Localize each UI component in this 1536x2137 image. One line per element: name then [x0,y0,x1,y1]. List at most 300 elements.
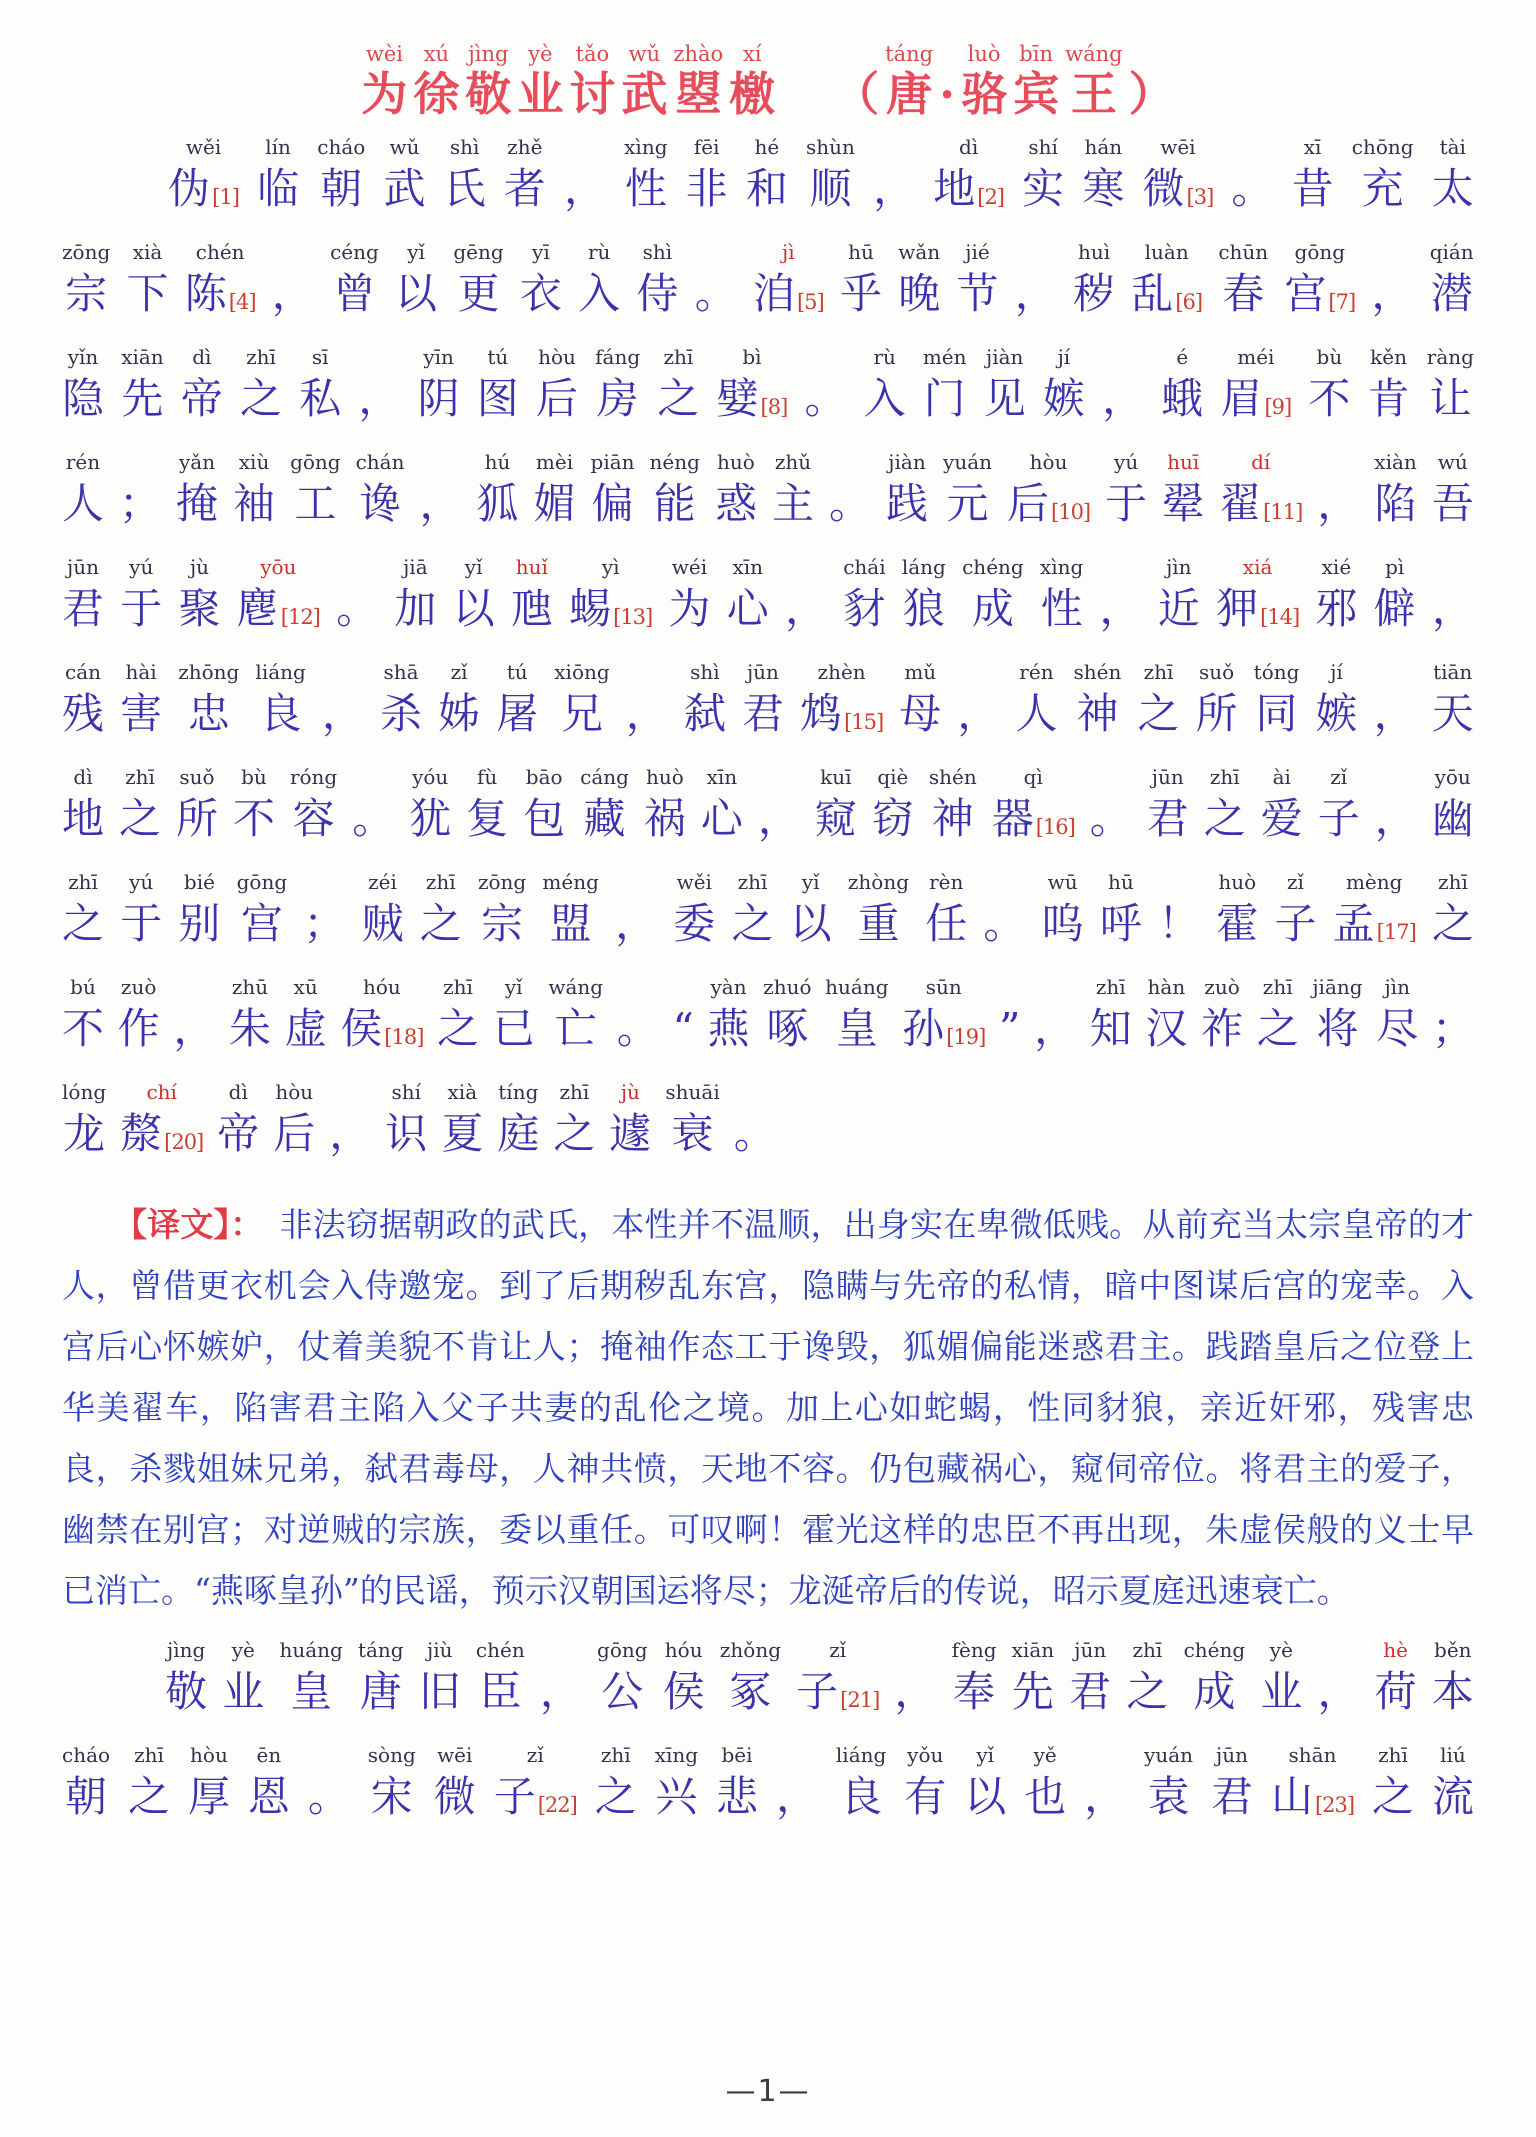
char-unit [776,1742,818,1825]
footnote-marker: [4] [228,289,256,314]
char-unit [120,554,162,637]
hanzi-char: 恩 [247,1772,290,1821]
char-unit [395,239,437,322]
pinyin-label: wǔ [628,42,661,66]
char-unit [1284,239,1355,322]
pinyin-label [680,974,686,1001]
pinyin-label: fēi [693,135,720,159]
char-unit [1105,449,1147,532]
hanzi-char: 公 [601,1667,644,1716]
pinyin-label: zhī [1095,975,1126,999]
char-unit [233,449,275,532]
pinyin-label: jiàn [986,345,1024,369]
hanzi-char: 窃 [871,794,914,843]
char-unit [815,764,857,847]
pinyin-label: yǒu [907,1743,944,1767]
pinyin-label: yǐ [801,870,820,894]
hanzi-char: 器 [991,794,1034,843]
pinyin-label: huǐ [515,555,548,579]
pinyin-label [1117,554,1123,581]
char-unit [356,449,405,532]
char-unit [1126,1637,1168,1720]
char-unit [511,554,553,637]
char-unit [929,764,977,847]
translation-text: 非法窃据朝政的武氏，本性并不温顺，出身实在卑微低贱。从前充当太宗皇帝的才人，曾借更衣机会入侍邀宠。到了后期秽乱东宫，隐瞒与先帝的私情，暗中图谋后宫的宠幸。入宫后心怀嫉妒，仗着美貌不肯让人；掩袖作态工于谗毁，狐媚偏能迷惑君主。践踏皇后之位登上华美翟车，陷害君主陷入父子共妻的乱伦之境。加上心如蛇蝎，性同豺狼，亲近奸邪，残害忠良，杀戮姐妹兄弟，弑君毒母，人神共愤，天地不容。仍包藏祸心，窥伺帝位。将君主的爱子，幽禁在别宫；对逆贼的宗族，委以重任。可叹啊！霍光这样的忠臣不再出现，朱虚侯般的义士早已消亡。“燕啄皇孙”的民谣，预示汉朝国运将尽；龙涎帝后的传说，昭示夏庭迅速衰亡。 [62,1205,1474,1610]
char-unit [715,449,757,532]
pinyin-label: yě [1033,1743,1057,1767]
char-unit [1315,554,1357,637]
char-unit [534,449,576,532]
char-unit [394,554,436,637]
hanzi-char: 贼 [361,899,404,948]
hanzi-char: 屠 [496,689,539,738]
hanzi-char: 人 [1015,689,1058,738]
pinyin-label: zuò [1204,975,1240,999]
title-char-unit [413,40,459,120]
char-unit [496,659,538,742]
pinyin-label: bù [241,765,267,789]
pinyin-label: zǐ [1286,870,1304,894]
char-unit [62,974,104,1057]
hanzi-char: 性 [1040,584,1083,633]
hanzi-char: 幽 [1431,794,1474,843]
hanzi-char: 狐 [476,479,519,528]
char-unit [894,1637,936,1720]
pinyin-label: shì [690,660,720,684]
hanzi-char: 。 [1089,794,1132,843]
char-unit [886,449,928,532]
char-unit [438,659,480,742]
hanzi-char: 心 [700,794,743,843]
hanzi-char: 于 [120,899,163,948]
char-unit [1432,449,1474,532]
hanzi-char: 。 [336,584,379,633]
pinyin-label: qiè [877,765,909,789]
pinyin-label: chí [146,1080,177,1104]
char-unit [554,659,609,742]
char-unit [1034,974,1076,1057]
hanzi-char: ， [1371,269,1414,318]
pinyin-label: zhī [68,870,98,894]
hanzi-char: ， [784,584,827,633]
pinyin-label: fáng [595,345,641,369]
pinyin-label: hóu [362,975,401,999]
char-unit [1143,134,1214,217]
pinyin-label: xìng [624,135,668,159]
pinyin-label [912,1637,918,1664]
char-unit [453,239,503,322]
char-unit [655,1742,698,1825]
pinyin-label [370,764,376,791]
char-unit [1432,764,1474,847]
hanzi-char: 包 [523,794,566,843]
pinyin-label: wáng [548,975,604,999]
char-unit [957,659,999,742]
hanzi-char: 宗 [65,269,108,318]
char-unit [943,449,992,532]
translation-paragraph [62,1194,1474,1621]
pinyin-label: zhī [737,870,768,894]
char-unit [1257,974,1299,1057]
hanzi-char: 潜 [1430,269,1473,318]
hanzi-char: 孙 [902,1004,945,1053]
text-line [62,1637,1474,1720]
char-unit [279,1637,342,1720]
hanzi-char: 僻 [1373,584,1416,633]
hanzi-char: 让 [1429,374,1472,423]
hanzi-char: 唐 [359,1667,402,1716]
char-unit [1100,554,1142,637]
pinyin-label: zhōng [178,660,240,684]
pinyin-label: yóu [412,765,449,789]
char-unit [617,974,659,1057]
char-unit [983,869,1025,952]
title-char-unit [939,40,955,120]
char-unit [1131,239,1202,322]
hanzi-char: 人 [62,479,105,528]
char-unit [497,1079,539,1162]
pinyin-label [794,1742,800,1769]
hanzi-char: 之 [1372,1772,1415,1821]
pinyin-label: suǒ [1198,660,1235,684]
pinyin-label: shí [1028,135,1058,159]
pinyin-label: yǎn [178,450,216,474]
pinyin-label: chūn [1218,240,1269,264]
char-unit [444,134,486,217]
pinyin-label: chén [475,1638,525,1662]
char-unit [673,869,715,952]
hanzi-char: 祸 [643,794,686,843]
char-unit [790,869,832,952]
pinyin-label: sòng [367,1743,416,1767]
hanzi-char: 眉 [1220,374,1263,423]
hanzi-char: 朝 [65,1772,108,1821]
hanzi-char: ） [1128,67,1175,121]
hanzi-char: ！ [1158,899,1201,948]
char-unit [1102,344,1144,427]
pinyin-label: huáng [825,975,889,999]
pinyin-label: dì [73,765,93,789]
char-unit [902,554,946,637]
hanzi-char: ， [1034,1004,1077,1053]
hanzi-char: 地 [62,794,105,843]
char-unit [1333,869,1416,952]
pinyin-label: ràng [1426,345,1474,369]
hanzi-char: 任 [925,899,968,948]
hanzi-char: 秽 [1073,269,1116,318]
hanzi-char: 已 [492,1004,535,1053]
pinyin-label: gōng [290,450,341,474]
pinyin-label: jí [1057,345,1071,369]
hanzi-char: 节 [956,269,999,318]
text-line [62,344,1474,427]
char-unit [1082,134,1124,217]
pinyin-label [437,449,443,476]
pinyin-label: xiān [121,345,164,369]
char-unit [1137,659,1179,742]
char-unit [1040,554,1083,637]
pinyin-label [1001,869,1007,896]
pinyin-label: wū [1047,870,1078,894]
char-unit [120,1079,203,1162]
footnote-marker: [16] [1035,814,1075,839]
title-char-unit [833,40,879,120]
pinyin-label [1450,554,1456,581]
hanzi-char: 私 [299,374,342,423]
pinyin-label: zhī [1132,1638,1163,1662]
hanzi-char: 衣 [519,269,562,318]
hanzi-char: 业 [1260,1667,1303,1716]
hanzi-char: 之 [240,374,283,423]
char-unit [290,449,341,532]
hanzi-char: ， [1102,374,1145,423]
footnote-marker: [5] [796,289,824,314]
hanzi-char: 山 [1270,1772,1313,1821]
hanzi-char: ， [775,1772,818,1821]
pinyin-label [713,239,719,266]
hanzi-char: 良 [840,1772,883,1821]
char-unit [591,449,635,532]
char-unit [615,869,657,952]
char-unit [843,554,885,637]
hanzi-char: 袁 [1147,1772,1190,1821]
hanzi-char: 本 [1431,1667,1474,1716]
pinyin-label: sūn [925,975,962,999]
char-unit [836,1742,886,1825]
hanzi-char: 袖 [233,479,276,528]
char-unit [1015,659,1057,742]
pinyin-label: zéi [368,870,397,894]
pinyin-label: jìn [1384,975,1410,999]
hanzi-char: 重 [857,899,900,948]
char-unit [899,659,941,742]
char-unit [1090,974,1132,1057]
pinyin-label: luò [967,42,1001,66]
hanzi-char: 侯 [662,1667,705,1716]
pinyin-label: zhī [600,1743,631,1767]
char-unit [734,1079,776,1162]
pinyin-label: ēn [256,1743,282,1767]
pinyin-label: shén [1073,660,1122,684]
pinyin-label: ài [1272,765,1291,789]
hanzi-char: ， [173,1004,216,1053]
pinyin-label: hè [1383,1638,1408,1662]
hanzi-char: 容 [292,794,335,843]
char-unit [477,449,519,532]
pinyin-label: hàn [1147,975,1186,999]
char-unit [188,1742,230,1825]
pinyin-label: rù [587,240,611,264]
title-char-unit [517,40,563,120]
hanzi-char: 帝 [180,374,223,423]
hanzi-char: 。 [828,479,871,528]
pinyin-label: táng [885,42,934,66]
pinyin-label: jūn [1151,765,1184,789]
char-unit [118,974,160,1057]
hanzi-char: 下 [126,269,169,318]
hanzi-char: 同 [1255,689,1298,738]
char-unit [62,239,110,322]
char-unit [720,1637,781,1720]
char-unit [248,1742,290,1825]
footnote-marker: [22] [537,1792,577,1817]
pinyin-label: láng [901,555,946,579]
char-unit [796,1637,879,1720]
pinyin-label: suǒ [179,765,215,789]
footnote-marker: [6] [1175,289,1203,314]
char-unit [62,764,104,847]
pinyin-label: wǎn [898,240,941,264]
hanzi-char: 乎 [839,269,882,318]
char-unit [1376,974,1418,1057]
hanzi-char: 敬 [465,67,512,121]
char-unit [636,239,678,322]
char-unit [657,344,699,427]
char-unit [753,239,824,322]
char-unit [933,134,1004,217]
hanzi-char: 之 [437,1004,480,1053]
hanzi-char: 霍 [1216,899,1259,948]
pinyin-label [1389,239,1395,266]
hanzi-char: 成 [1193,1667,1236,1716]
hanzi-char: 讨 [569,67,616,121]
char-unit [308,1742,350,1825]
pinyin-label [847,449,853,476]
hanzi-char: 忠 [187,689,230,738]
pinyin-label: hū [1107,870,1134,894]
hanzi-char: 孟 [1332,899,1375,948]
char-unit [233,764,275,847]
hanzi-char: 荷 [1374,1667,1417,1716]
hanzi-char: 微 [1142,164,1185,213]
hanzi-char: 君 [1146,794,1189,843]
footnote-marker: [11] [1263,499,1303,524]
char-unit [362,869,404,952]
pinyin-label [347,1079,353,1106]
footnote-marker: [19] [946,1024,986,1049]
char-unit [1317,1637,1359,1720]
pinyin-label: zōng [62,240,111,264]
hanzi-char: 。 [733,1109,776,1158]
pinyin-label: yǐ [464,555,483,579]
pinyin-label: yè [231,1638,255,1662]
hanzi-char: 偏 [591,479,634,528]
pinyin-label: gōng [236,870,288,894]
pinyin-label: róng [289,765,338,789]
hanzi-char: 陷 [1374,479,1417,528]
hanzi-char: 尽 [1376,1004,1419,1053]
char-unit [181,344,223,427]
char-unit [1430,239,1474,322]
hanzi-char: 窥 [814,794,857,843]
char-unit [597,1637,648,1720]
hanzi-char: 之 [1126,1667,1169,1716]
hanzi-char: 啄 [766,1004,809,1053]
pinyin-label [822,344,828,371]
pinyin-label: jìng [167,1638,206,1662]
char-unit [385,1079,427,1162]
pinyin-label [944,40,951,68]
title-char-unit [961,40,1007,120]
char-unit [336,554,378,637]
char-unit [1196,659,1238,742]
pinyin-label: tú [506,660,528,684]
hanzi-char: 复 [466,794,509,843]
char-unit [536,344,578,427]
hanzi-char: 虺 [510,584,553,633]
char-unit [1375,1637,1417,1720]
hanzi-char: ， [1317,479,1360,528]
char-unit [441,1079,483,1162]
hanzi-char: ， [1431,584,1474,633]
pinyin-label: jù [620,1080,640,1104]
pinyin-label: wěi [676,870,712,894]
char-unit [540,1637,582,1720]
pinyin-label: céng [330,240,379,264]
char-unit [1042,869,1084,952]
hanzi-char: 成 [971,584,1014,633]
hanzi-char: 更 [457,269,500,318]
hanzi-char: 之 [1203,794,1246,843]
hanzi-char: 虚 [284,1004,327,1053]
char-unit [303,869,345,952]
closing-text-block [62,1637,1474,1847]
hanzi-char: 地 [933,164,976,213]
pinyin-label: zhī [1262,975,1293,999]
pinyin-label [376,344,382,371]
pinyin-label: mǔ [904,660,937,684]
pinyin-label [1335,449,1341,476]
text-line [62,134,1474,217]
pinyin-label: jí [1330,660,1343,684]
pinyin-label: zhī [1143,660,1174,684]
hanzi-char: 后 [1007,479,1050,528]
pinyin-label: mèng [1345,870,1403,894]
char-unit [708,974,750,1057]
char-unit [217,1079,259,1162]
footnote-marker: [9] [1264,394,1292,419]
pinyin-label: zhī [246,345,276,369]
title-char-unit [361,40,407,120]
char-unit [717,344,788,427]
hanzi-char: 掩 [176,479,219,528]
pinyin-label: fèng [951,1638,997,1662]
hanzi-char: 。 [616,1004,659,1053]
char-unit [742,659,784,742]
pinyin-label: zǐ [829,1638,847,1662]
char-unit [1432,869,1474,952]
footnote-marker: [1] [212,184,239,209]
hanzi-char: 之 [62,899,105,948]
hanzi-char: 所 [175,794,218,843]
char-unit [701,764,743,847]
char-unit [1427,344,1474,427]
hanzi-char: 以 [964,1772,1007,1821]
hanzi-char: 残 [62,689,105,738]
pinyin-label: dì [228,1080,248,1104]
hanzi-char: 母 [899,689,942,738]
pinyin-label: liáng [835,1743,887,1767]
char-unit [1069,1637,1111,1720]
pinyin-label [1335,1637,1341,1664]
char-unit [1043,344,1085,427]
footnote-marker: [10] [1051,499,1091,524]
char-unit [434,1742,476,1825]
char-unit [962,554,1024,637]
hanzi-char: 入 [578,269,621,318]
hanzi-char: 皇 [835,1004,878,1053]
hanzi-char: ， [873,164,916,213]
